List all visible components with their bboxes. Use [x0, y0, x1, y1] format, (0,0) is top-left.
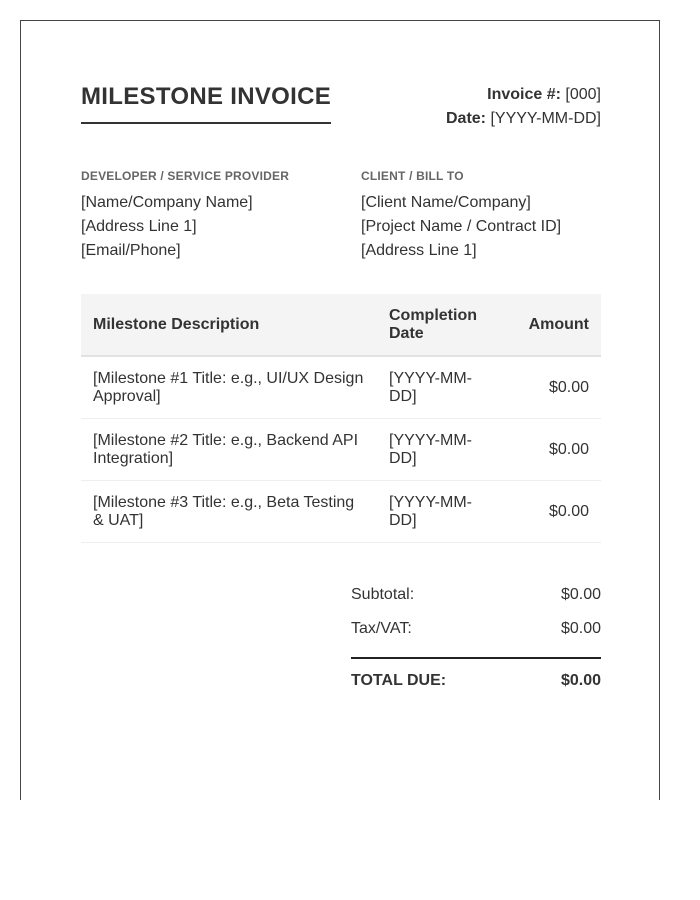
invoice-date-line: [446, 107, 601, 131]
milestone-description: [Milestone #1 Title: e.g., UI/UX Design Approval]: [81, 356, 377, 419]
provider-name: [Name/Company Name]: [81, 194, 253, 211]
client-project: [Project Name / Contract ID]: [361, 218, 562, 235]
subtotal-label: Subtotal:: [351, 586, 415, 603]
title-block: [81, 83, 331, 124]
milestone-amount: $0.00: [501, 356, 601, 419]
milestone-table: [81, 294, 601, 543]
tax-value: $0.00: [560, 620, 601, 637]
invoice-date-label: Date:: [446, 110, 487, 127]
provider-block: [81, 169, 341, 263]
invoice-number-line: [446, 83, 601, 107]
milestone-date: [YYYY-MM-DD]: [377, 419, 501, 481]
milestone-date: [YYYY-MM-DD]: [377, 356, 501, 419]
client-address: [Address Line 1]: [361, 242, 477, 259]
invoice-page: [20, 20, 660, 800]
invoice-number-label: Invoice #:: [487, 86, 561, 103]
total-due-value: $0.00: [560, 672, 601, 689]
client-label: CLIENT / BILL TO: [361, 169, 464, 183]
tax-row: [351, 617, 601, 651]
table-header: [81, 294, 601, 356]
col-header-date: Completion Date: [377, 294, 501, 356]
provider-contact: [Email/Phone]: [81, 242, 181, 259]
table-row: [81, 481, 601, 543]
table-row: [81, 419, 601, 481]
table-header-row: [81, 294, 601, 356]
provider-address: [Address Line 1]: [81, 218, 197, 235]
provider-label: DEVELOPER / SERVICE PROVIDER: [81, 169, 290, 183]
client-block: [361, 169, 621, 263]
milestone-amount: $0.00: [501, 481, 601, 543]
subtotal-row: [351, 583, 601, 617]
milestone-description: [Milestone #2 Title: e.g., Backend API Integration]: [81, 419, 377, 481]
col-header-description: Milestone Description: [81, 294, 377, 356]
table-row: [81, 356, 601, 419]
totals-section: [351, 583, 601, 703]
invoice-number-value: [000]: [565, 86, 601, 103]
milestone-amount: $0.00: [501, 419, 601, 481]
subtotal-value: $0.00: [560, 586, 601, 603]
tax-label: Tax/VAT:: [351, 620, 412, 637]
milestone-description: [Milestone #3 Title: e.g., Beta Testing & UAT]: [81, 481, 377, 543]
total-due-label: TOTAL DUE:: [351, 672, 447, 689]
invoice-meta: [446, 83, 601, 131]
table-body: [81, 356, 601, 543]
invoice-date-value: [YYYY-MM-DD]: [490, 110, 601, 127]
total-due-row: [351, 657, 601, 703]
col-header-amount: Amount: [501, 294, 601, 356]
invoice-title: MILESTONE INVOICE: [81, 83, 331, 124]
milestone-date: [YYYY-MM-DD]: [377, 481, 501, 543]
client-name: [Client Name/Company]: [361, 194, 531, 211]
invoice-header: [81, 83, 601, 153]
